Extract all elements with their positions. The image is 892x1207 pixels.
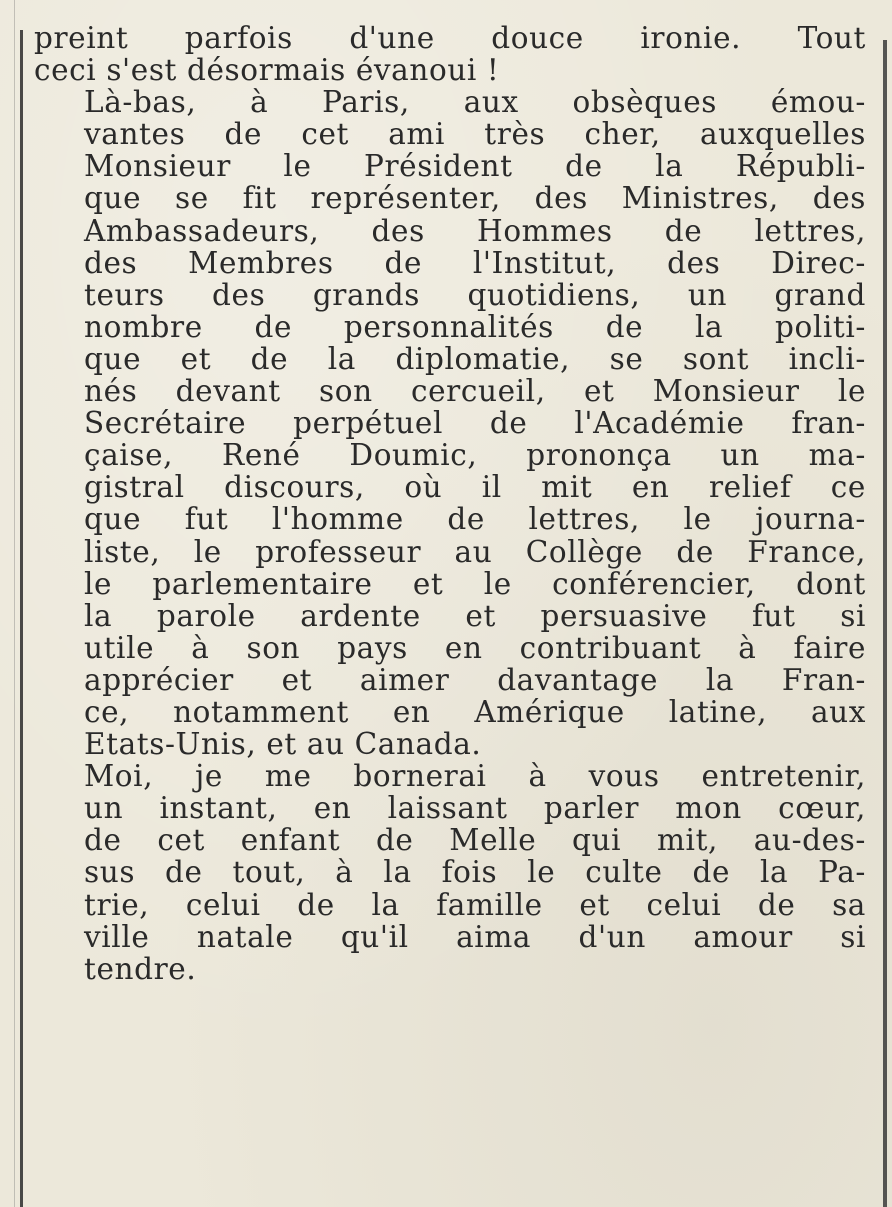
text-line: que fut l'homme de lettres, le journa- bbox=[84, 502, 866, 537]
text-line: que se fit représenter, des Ministres, des bbox=[84, 181, 866, 216]
text-line: nombre de personnalités de la politi- bbox=[84, 309, 866, 344]
text-line: ce, notamment en Amérique latine, aux bbox=[84, 694, 866, 729]
text-line: teurs des grands quotidiens, un grand bbox=[84, 277, 866, 312]
text-line: çaise, René Doumic, prononça un ma- bbox=[84, 438, 866, 473]
text-line: sus de tout, à la fois le culte de la Pa- bbox=[84, 855, 866, 890]
text-line: nés devant son cercueil, et Monsieur le bbox=[84, 374, 866, 409]
text-line: ville natale qu'il aima d'un amour si bbox=[84, 919, 866, 954]
column-edge-rule bbox=[14, 0, 15, 1207]
text-line: apprécier et aimer davantage la Fran- bbox=[84, 662, 866, 697]
text-line: Là-bas, à Paris, aux obsèques émou- bbox=[84, 85, 866, 120]
text-line: le parlementaire et le conférencier, dont bbox=[84, 566, 866, 601]
text-line: ceci s'est désormais évanoui ! bbox=[34, 53, 500, 88]
text-line: un instant, en laissant parler mon cœur, bbox=[84, 791, 866, 826]
text-line: Monsieur le Président de la Républi- bbox=[84, 149, 866, 184]
text-line: Ambassadeurs, des Hommes de lettres, bbox=[84, 213, 866, 248]
paragraph-2 bbox=[34, 86, 866, 760]
paragraph-3 bbox=[34, 760, 866, 985]
paragraph-1 bbox=[34, 22, 866, 86]
text-line: utile à son pays en contribuant à faire bbox=[84, 630, 866, 665]
text-line: Secrétaire perpétuel de l'Académie fran- bbox=[84, 406, 866, 441]
text-line: Etats-Unis, et au Canada. bbox=[84, 727, 482, 762]
text-line: que et de la diplomatie, se sont incli- bbox=[84, 341, 866, 376]
right-column-rule bbox=[883, 40, 887, 1207]
text-column bbox=[34, 22, 866, 985]
text-line: tendre. bbox=[84, 951, 197, 986]
text-line: des Membres de l'Institut, des Direc- bbox=[84, 245, 866, 280]
text-line: de cet enfant de Melle qui mit, au-des- bbox=[84, 823, 866, 858]
text-line: preint parfois d'une douce ironie. Tout bbox=[34, 21, 866, 55]
text-line: trie, celui de la famille et celui de sa bbox=[84, 887, 866, 922]
text-line: vantes de cet ami très cher, auxquelles bbox=[84, 117, 866, 152]
text-line: gistral discours, où il mit en relief ce bbox=[84, 470, 866, 505]
text-line: la parole ardente et persuasive fut si bbox=[84, 598, 866, 633]
text-line: liste, le professeur au Collège de France, bbox=[84, 534, 866, 569]
left-column-rule bbox=[20, 30, 23, 1207]
text-line: Moi, je me bornerai à vous entretenir, bbox=[84, 759, 866, 794]
